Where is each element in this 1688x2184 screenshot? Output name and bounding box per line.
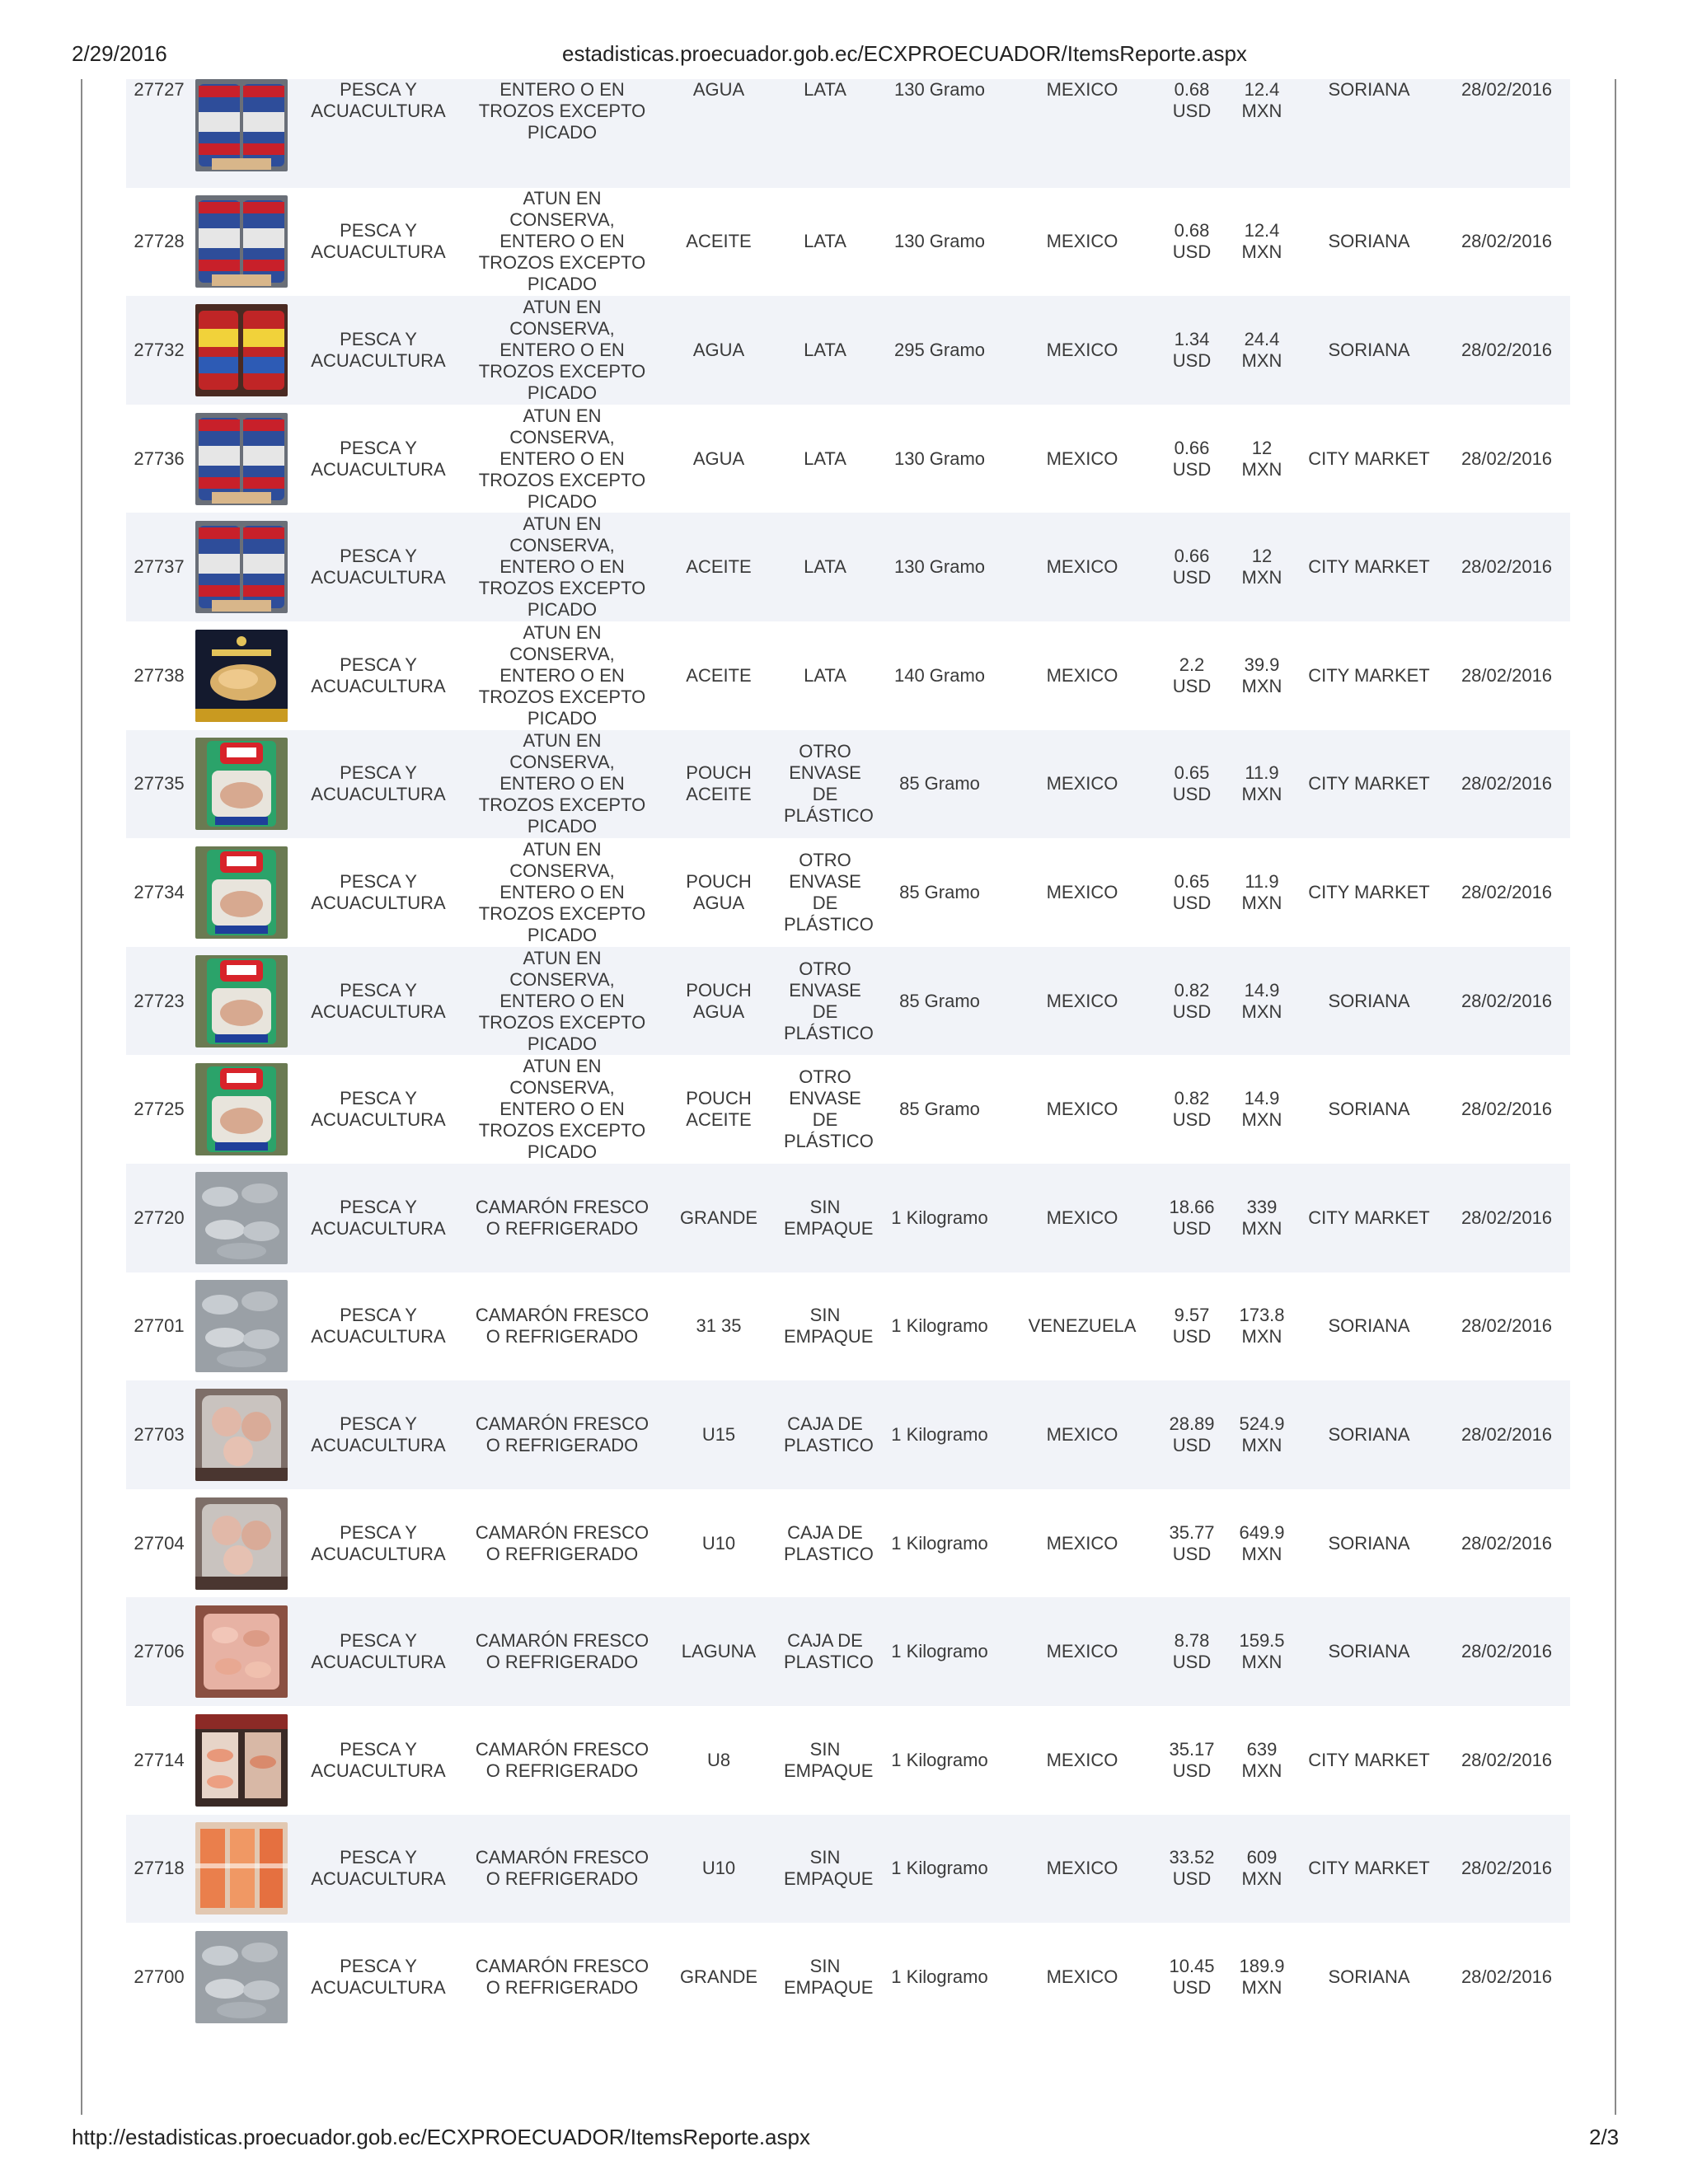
product-cell: ATUN EN CONSERVA, ENTERO O EN TROZOS EXCEPTO PICADO [478,621,646,729]
variety-cell: AGUA [692,448,745,469]
product-image [192,296,289,405]
category-cell: PESCA Y ACUACULTURA [311,437,446,480]
size-cell: 130 Gramo [893,448,986,469]
date-cell: 28/02/2016 [1461,79,1553,100]
size-cell: 85 Gramo [899,773,980,794]
origin-cell: MEXICO [1046,231,1118,252]
size-cell: 295 Gramo [893,339,986,360]
product-cell: CAMARÓN FRESCO O REFRIGERADO [475,1196,649,1239]
item-id: 27704 [134,1532,185,1554]
tuny-pouch-icon [195,955,288,1047]
size-cell: 130 Gramo [893,79,986,100]
price-usd-cell: 33.52 USD [1169,1847,1215,1890]
store-cell: CITY MARKET [1308,1858,1430,1879]
page-frame-right [1615,79,1616,2115]
store-cell: SORIANA [1328,1099,1410,1120]
variety-cell: AGUA [692,339,745,360]
origin-cell: MEXICO [1046,1966,1118,1987]
store-cell: CITY MARKET [1308,1749,1430,1770]
size-cell: 1 Kilogramo [891,1423,988,1445]
packaging-cell: SIN EMPAQUE [784,1955,874,1998]
item-id: 27718 [134,1858,185,1879]
table-row [126,296,1570,405]
variety-cell: GRANDE [679,1207,758,1228]
product-image [192,79,289,188]
print-header [0,41,1688,69]
category-cell: PESCA Y ACUACULTURA [311,79,446,121]
price-local-cell: 12.4 MXN [1241,79,1282,121]
shrimp-pink-icon [195,1605,288,1698]
store-cell: SORIANA [1328,1641,1410,1662]
store-cell: SORIANA [1328,1532,1410,1554]
variety-cell: U8 [706,1749,731,1770]
item-id: 27732 [134,339,185,360]
packaging-cell: SIN EMPAQUE [784,1738,874,1781]
variety-cell: AGUA [692,79,745,100]
category-cell: PESCA Y ACUACULTURA [311,1413,446,1455]
page-number: 2/3 [1589,2125,1620,2149]
date-cell: 28/02/2016 [1461,1315,1553,1337]
variety-cell: 31 35 [696,1315,742,1337]
product-cell: ATUN EN CONSERVA, ENTERO O EN TROZOS EXCEPTO PICADO [478,296,646,403]
item-id: 27728 [134,231,185,252]
store-cell: SORIANA [1328,231,1410,252]
variety-cell: U10 [701,1858,736,1879]
packaging-cell: OTRO ENVASE DE PLÁSTICO [784,1066,874,1152]
category-cell: PESCA Y ACUACULTURA [311,220,446,263]
product-image [192,1489,289,1598]
price-usd-cell: 0.65 USD [1172,870,1212,913]
size-cell: 1 Kilogramo [891,1532,988,1554]
table-row [126,79,1570,188]
price-local-cell: 12 MXN [1241,546,1282,588]
shrimp-grey-icon [195,1931,288,2023]
variety-cell: POUCH AGUA [686,870,752,913]
table-row [126,1164,1570,1272]
store-cell: SORIANA [1328,339,1410,360]
store-cell: SORIANA [1328,1966,1410,1987]
herdez-can-icon [195,521,288,613]
price-local-cell: 14.9 MXN [1241,1088,1282,1131]
item-id: 27706 [134,1641,185,1662]
product-cell: CAMARÓN FRESCO O REFRIGERADO [475,1305,649,1347]
origin-cell: MEXICO [1046,1423,1118,1445]
category-cell: PESCA Y ACUACULTURA [311,546,446,588]
packaging-cell: SIN EMPAQUE [784,1305,874,1347]
print-footer [0,2125,1688,2153]
items-report-table [126,79,1570,2032]
product-cell: CAMARÓN FRESCO O REFRIGERADO [475,1630,649,1673]
item-id: 27714 [134,1749,185,1770]
footer-url: http://estadisticas.proecuador.gob.ec/ECXPROECUADOR/ItemsReporte.aspx [72,2125,810,2149]
item-id: 27720 [134,1207,185,1228]
table-row [126,1706,1570,1815]
product-image [192,1272,289,1381]
date-cell: 28/02/2016 [1461,1749,1553,1770]
date-cell: 28/02/2016 [1461,1099,1553,1120]
price-usd-cell: 18.66 USD [1169,1196,1215,1239]
price-usd-cell: 0.82 USD [1172,979,1212,1022]
category-cell: PESCA Y ACUACULTURA [311,1521,446,1564]
shrimp-grey-icon [195,1172,288,1264]
date-cell: 28/02/2016 [1461,881,1553,902]
packaging-cell: CAJA DE PLASTICO [784,1413,874,1455]
price-local-cell: 159.5 MXN [1239,1630,1285,1673]
category-cell: PESCA Y ACUACULTURA [311,1955,446,1998]
product-image [192,405,289,513]
packaging-cell: CAJA DE PLASTICO [784,1630,874,1673]
store-cell: CITY MARKET [1308,664,1430,686]
product-cell: ATUN EN CONSERVA, ENTERO O EN TROZOS EXCEPTO PICADO [478,730,646,837]
shrimp-grey-icon [195,1280,288,1372]
price-local-cell: 11.9 MXN [1241,762,1282,805]
table-row [126,1597,1570,1706]
price-local-cell: 14.9 MXN [1241,979,1282,1022]
date-cell: 28/02/2016 [1461,448,1553,469]
packaging-cell: LATA [804,79,846,100]
store-cell: CITY MARKET [1308,1207,1430,1228]
dolores-can-icon [195,304,288,396]
category-cell: PESCA Y ACUACULTURA [311,1088,446,1131]
variety-cell: POUCH ACEITE [686,762,752,805]
origin-cell: MEXICO [1046,79,1118,100]
size-cell: 1 Kilogramo [891,1207,988,1228]
variety-cell: LAGUNA [681,1641,757,1662]
price-usd-cell: 0.66 USD [1172,437,1212,480]
price-local-cell: 24.4 MXN [1241,328,1282,371]
table-row [126,1923,1570,2032]
print-url: estadisticas.proecuador.gob.ec/ECXPROECUADOR/ItemsReporte.aspx [562,41,1247,66]
tuny-pouch-icon [195,846,288,939]
herdez-can-icon [195,79,288,171]
variety-cell: ACEITE [686,231,752,252]
product-image [192,1597,289,1706]
variety-cell: U15 [701,1423,736,1445]
origin-cell: MEXICO [1046,664,1118,686]
price-usd-cell: 0.68 USD [1172,79,1212,121]
origin-cell: MEXICO [1046,1207,1118,1228]
store-cell: CITY MARKET [1308,556,1430,578]
price-usd-cell: 0.82 USD [1172,1088,1212,1131]
variety-cell: POUCH AGUA [686,979,752,1022]
origin-cell: MEXICO [1046,773,1118,794]
product-image [192,838,289,947]
product-cell: CAMARÓN FRESCO O REFRIGERADO [475,1738,649,1781]
date-cell: 28/02/2016 [1461,231,1553,252]
store-cell: SORIANA [1328,1315,1410,1337]
origin-cell: MEXICO [1046,1641,1118,1662]
origin-cell: MEXICO [1046,448,1118,469]
table-row [126,838,1570,947]
table-row [126,405,1570,513]
date-cell: 28/02/2016 [1461,1207,1553,1228]
size-cell: 1 Kilogramo [891,1966,988,1987]
size-cell: 1 Kilogramo [891,1749,988,1770]
table-row [126,1272,1570,1381]
item-id: 27734 [134,881,185,902]
table-row [126,1815,1570,1924]
product-image [192,730,289,839]
shrimp-orange-icon [195,1822,288,1915]
product-image [192,1706,289,1815]
category-cell: PESCA Y ACUACULTURA [311,870,446,913]
product-cell: CAMARÓN FRESCO O REFRIGERADO [475,1521,649,1564]
size-cell: 1 Kilogramo [891,1641,988,1662]
size-cell: 140 Gramo [893,664,986,686]
size-cell: 1 Kilogramo [891,1315,988,1337]
date-cell: 28/02/2016 [1461,339,1553,360]
item-id: 27737 [134,556,185,578]
table-row [126,1055,1570,1164]
page-frame-left [81,79,82,2115]
price-usd-cell: 9.57 USD [1172,1305,1212,1347]
product-cell: CAMARÓN FRESCO O REFRIGERADO [475,1955,649,1998]
packaging-cell: LATA [804,556,846,578]
product-cell: ATUN EN CONSERVA, ENTERO O EN TROZOS EXCEPTO PICADO [478,838,646,945]
item-id: 27735 [134,773,185,794]
category-cell: PESCA Y ACUACULTURA [311,654,446,696]
date-cell: 28/02/2016 [1461,1641,1553,1662]
table-row [126,188,1570,297]
date-cell: 28/02/2016 [1461,1858,1553,1879]
packaging-cell: LATA [804,339,846,360]
item-id: 27703 [134,1423,185,1445]
origin-cell: MEXICO [1046,1532,1118,1554]
size-cell: 130 Gramo [893,556,986,578]
category-cell: PESCA Y ACUACULTURA [311,762,446,805]
origin-cell: MEXICO [1046,339,1118,360]
packaging-cell: OTRO ENVASE DE PLÁSTICO [784,741,874,827]
price-local-cell: 639 MXN [1241,1738,1282,1781]
tuny-pouch-icon [195,1063,288,1155]
date-cell: 28/02/2016 [1461,1966,1553,1987]
variety-cell: ACEITE [686,664,752,686]
origin-cell: MEXICO [1046,1858,1118,1879]
origin-cell: MEXICO [1046,1099,1118,1120]
price-usd-cell: 10.45 USD [1169,1955,1215,1998]
item-id: 27736 [134,448,185,469]
store-cell: CITY MARKET [1308,773,1430,794]
category-cell: PESCA Y ACUACULTURA [311,1847,446,1890]
item-id: 27723 [134,990,185,1011]
price-local-cell: 189.9 MXN [1239,1955,1285,1998]
product-image [192,188,289,297]
table-row [126,513,1570,621]
origin-cell: MEXICO [1046,881,1118,902]
price-local-cell: 609 MXN [1241,1847,1282,1890]
shrimp-display-icon [195,1714,288,1807]
date-cell: 28/02/2016 [1461,1532,1553,1554]
variety-cell: ACEITE [686,556,752,578]
size-cell: 85 Gramo [899,990,980,1011]
product-cell: ENTERO O EN TROZOS EXCEPTO PICADO [478,79,646,143]
category-cell: PESCA Y ACUACULTURA [311,1196,446,1239]
herdez-can-icon [195,195,288,288]
category-cell: PESCA Y ACUACULTURA [311,328,446,371]
category-cell: PESCA Y ACUACULTURA [311,1738,446,1781]
price-usd-cell: 1.34 USD [1172,328,1212,371]
price-local-cell: 12.4 MXN [1241,220,1282,263]
product-image [192,947,289,1056]
size-cell: 85 Gramo [899,1099,980,1120]
product-cell: ATUN EN CONSERVA, ENTERO O EN TROZOS EXCEPTO PICADO [478,1056,646,1163]
price-local-cell: 12 MXN [1241,437,1282,480]
packaging-cell: OTRO ENVASE DE PLÁSTICO [784,958,874,1043]
packaging-cell: LATA [804,448,846,469]
price-usd-cell: 0.65 USD [1172,762,1212,805]
price-usd-cell: 2.2 USD [1172,654,1212,696]
price-local-cell: 524.9 MXN [1239,1413,1285,1455]
price-usd-cell: 28.89 USD [1169,1413,1215,1455]
variety-cell: GRANDE [679,1966,758,1987]
origin-cell: MEXICO [1046,990,1118,1011]
packaging-cell: SIN EMPAQUE [784,1847,874,1890]
variety-cell: POUCH ACEITE [686,1088,752,1131]
table-row [126,621,1570,730]
item-id: 27727 [134,79,185,100]
size-cell: 130 Gramo [893,231,986,252]
item-id: 27725 [134,1099,185,1120]
product-cell: ATUN EN CONSERVA, ENTERO O EN TROZOS EXCEPTO PICADO [478,405,646,512]
store-cell: SORIANA [1328,990,1410,1011]
store-cell: SORIANA [1328,79,1410,100]
product-image [192,621,289,730]
size-cell: 85 Gramo [899,881,980,902]
report-body [126,79,1570,2032]
product-image [192,1380,289,1489]
price-usd-cell: 0.66 USD [1172,546,1212,588]
packaging-cell: OTRO ENVASE DE PLÁSTICO [784,849,874,935]
herdez-can-icon [195,413,288,505]
print-date: 2/29/2016 [72,41,167,66]
item-id: 27701 [134,1315,185,1337]
category-cell: PESCA Y ACUACULTURA [311,979,446,1022]
origin-cell: MEXICO [1046,1749,1118,1770]
date-cell: 28/02/2016 [1461,1423,1553,1445]
item-id: 27700 [134,1966,185,1987]
size-cell: 1 Kilogramo [891,1858,988,1879]
tuny-pouch-icon [195,738,288,830]
store-cell: SORIANA [1328,1423,1410,1445]
price-usd-cell: 35.77 USD [1169,1521,1215,1564]
table-row [126,947,1570,1056]
shrimp-box-icon [195,1389,288,1481]
item-id: 27738 [134,664,185,686]
table-row [126,1489,1570,1598]
price-local-cell: 649.9 MXN [1239,1521,1285,1564]
category-cell: PESCA Y ACUACULTURA [311,1630,446,1673]
price-usd-cell: 35.17 USD [1169,1738,1215,1781]
price-local-cell: 339 MXN [1241,1196,1282,1239]
product-cell: ATUN EN CONSERVA, ENTERO O EN TROZOS EXCEPTO PICADO [478,513,646,621]
category-cell: PESCA Y ACUACULTURA [311,1305,446,1347]
product-image [192,1923,289,2032]
price-local-cell: 11.9 MXN [1241,870,1282,913]
packaging-cell: LATA [804,664,846,686]
date-cell: 28/02/2016 [1461,556,1553,578]
price-usd-cell: 0.68 USD [1172,220,1212,263]
product-image [192,1055,289,1164]
store-cell: CITY MARKET [1308,881,1430,902]
product-image [192,1815,289,1924]
packaging-cell: LATA [804,231,846,252]
product-cell: CAMARÓN FRESCO O REFRIGERADO [475,1413,649,1455]
table-row [126,730,1570,839]
product-cell: ATUN EN CONSERVA, ENTERO O EN TROZOS EXCEPTO PICADO [478,947,646,1054]
product-cell: CAMARÓN FRESCO O REFRIGERADO [475,1847,649,1890]
table-row [126,1380,1570,1489]
date-cell: 28/02/2016 [1461,773,1553,794]
price-usd-cell: 8.78 USD [1172,1630,1212,1673]
origin-cell: VENEZUELA [1028,1315,1137,1337]
packaging-cell: CAJA DE PLASTICO [784,1521,874,1564]
price-local-cell: 173.8 MXN [1239,1305,1285,1347]
price-local-cell: 39.9 MXN [1241,654,1282,696]
product-cell: ATUN EN CONSERVA, ENTERO O EN TROZOS EXCEPTO PICADO [478,188,646,295]
date-cell: 28/02/2016 [1461,990,1553,1011]
calmex-can-icon [195,630,288,722]
shrimp-box-icon [195,1497,288,1590]
product-image [192,1164,289,1272]
origin-cell: MEXICO [1046,556,1118,578]
product-image [192,513,289,621]
packaging-cell: SIN EMPAQUE [784,1196,874,1239]
variety-cell: U10 [701,1532,736,1554]
date-cell: 28/02/2016 [1461,664,1553,686]
store-cell: CITY MARKET [1308,448,1430,469]
